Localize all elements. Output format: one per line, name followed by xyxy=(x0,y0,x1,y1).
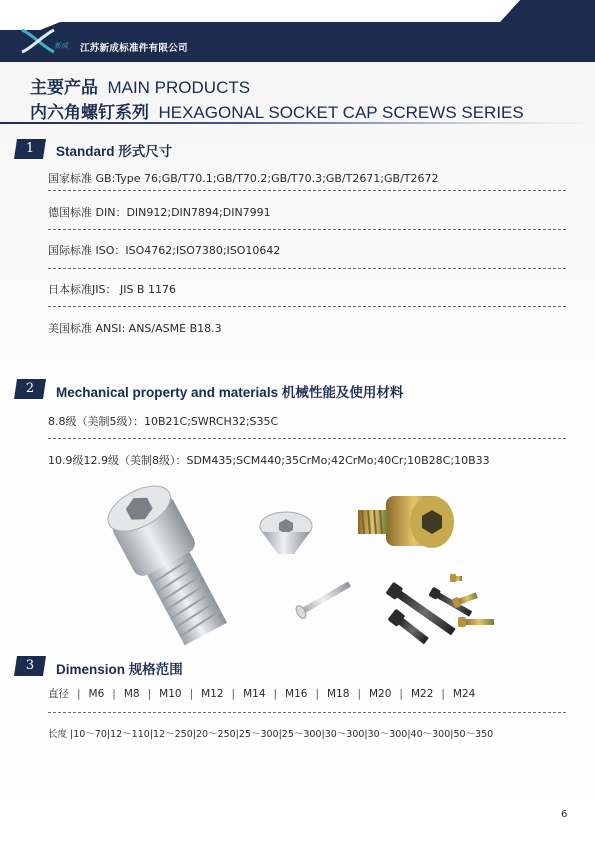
company-name: 江苏新成标准件有限公司 xyxy=(80,43,188,54)
divider xyxy=(48,229,566,230)
section-title-dimension: Dimension 规格范围 xyxy=(56,662,183,677)
title-cn: 主要产品 xyxy=(30,78,98,97)
diameter-value: M24 xyxy=(452,687,476,700)
diameter-row: 直径 | M6 | M8 | M10 | M12 | M14 | M16 | M18 | M20 | M22 | M24 xyxy=(48,687,476,700)
material-row-10-9: 10.9级12.9级（美制8级）：SDM435;SCM440;35CrMo;42CrMo;40Cr;10B28C;10B33 xyxy=(48,454,490,467)
logo-text: 新成 xyxy=(54,42,68,50)
page-subtitle xyxy=(30,98,524,123)
title-divider xyxy=(0,122,595,124)
divider xyxy=(48,268,566,269)
company-logo-icon xyxy=(20,28,56,54)
diameter-value: M14 xyxy=(243,687,266,700)
standard-row-din: 德国标准 DIN：DIN912;DIN7894;DIN7991 xyxy=(48,206,271,219)
section-title-standard: Standard 形式尺寸 xyxy=(56,144,173,159)
diameter-value: M8 xyxy=(123,687,140,700)
title-en: MAIN PRODUCTS xyxy=(107,78,251,97)
standard-row-iso: 国际标准 ISO：ISO4762;ISO7380;ISO10642 xyxy=(48,244,281,257)
diameter-value: M22 xyxy=(410,687,434,700)
diameter-value: M12 xyxy=(201,687,224,700)
diameter-label: 直径 xyxy=(48,688,69,700)
diameter-value: M10 xyxy=(159,687,182,700)
standard-row-jis: 日本标准JIS： JIS B 1176 xyxy=(48,283,176,296)
section-number-badge: 1 xyxy=(14,139,42,159)
standard-row-ansi: 美国标准 ANSI: ANS/ASME B18.3 xyxy=(48,322,222,335)
subtitle-cn: 内六角螺钉系列 xyxy=(30,103,149,122)
subtitle-en: HEXAGONAL SOCKET CAP SCREWS SERIES xyxy=(158,103,524,122)
length-row: 长度 |10～70|12～110|12～250|20～250|25～300|25～300|30～300|30～300|40～300|50～350 xyxy=(48,729,494,740)
divider xyxy=(48,438,566,439)
divider xyxy=(48,712,566,713)
page-title xyxy=(30,73,250,98)
diameter-value: M20 xyxy=(368,687,392,700)
section-title-mechanical: Mechanical property and materials 机械性能及使用材料 xyxy=(56,385,404,400)
material-row-8-8: 8.8级（美制5级）：10B21C;SWRCH32;S35C xyxy=(48,415,279,428)
page-number: 6 xyxy=(561,809,568,820)
product-photo xyxy=(96,474,526,664)
diameter-value: M6 xyxy=(88,687,105,700)
diameter-value: M18 xyxy=(327,687,350,700)
section-number-badge: 2 xyxy=(14,379,42,399)
diameter-value: M16 xyxy=(285,687,308,700)
standard-row-gb: 国家标准 GB:Type 76;GB/T70.1;GB/T70.2;GB/T70.3;GB/T2671;GB/T2672 xyxy=(48,172,439,185)
divider xyxy=(48,306,566,307)
divider xyxy=(48,190,566,191)
section-number-badge: 3 xyxy=(14,656,42,676)
